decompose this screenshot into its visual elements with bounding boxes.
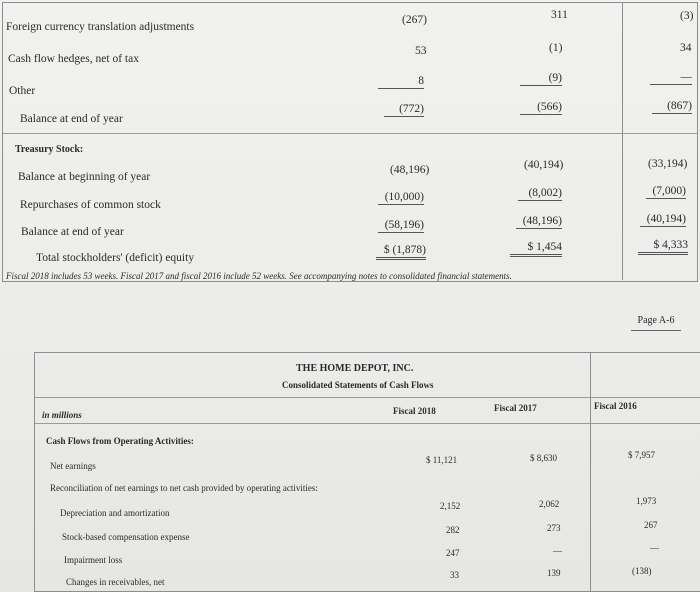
value-fy2018: 8 <box>378 74 424 89</box>
value-fy2018: 53 <box>415 45 427 57</box>
total-label: Total stockholders' (deficit) equity <box>36 252 195 264</box>
total-fy2016: $ 4,333 <box>638 238 688 255</box>
value-fy2017: 139 <box>547 568 561 578</box>
value-fy2016: — <box>650 543 659 553</box>
value-fy2017: (566) <box>520 100 562 115</box>
row-label: Impairment loss <box>64 555 123 565</box>
col-header-fy2017: Fiscal 2017 <box>494 403 537 413</box>
row-label: Depreciation and amortization <box>60 508 170 518</box>
treasury-stock-heading: Treasury Stock: <box>15 144 84 155</box>
value-fy2016: 1,973 <box>636 496 657 506</box>
value-fy2017: 311 <box>551 9 568 21</box>
value-fy2016: (40,194) <box>640 212 686 227</box>
value-fy2017: 273 <box>547 523 561 533</box>
value-fy2016: — <box>650 70 692 85</box>
value-fy2018: 33 <box>450 570 459 580</box>
value-fy2017: (8,002) <box>518 186 562 201</box>
value-fy2017: (40,194) <box>524 159 564 171</box>
value-fy2017: (1) <box>549 42 563 54</box>
value-fy2016: 267 <box>644 520 658 530</box>
value-fy2016: $ 7,957 <box>628 450 655 460</box>
row-label: Balance at beginning of year <box>18 171 151 183</box>
page-number: Page A-6 <box>631 312 681 331</box>
total-fy2018: $ (1,878) <box>376 243 426 260</box>
value-fy2017: (48,196) <box>516 214 562 229</box>
row-label: Other <box>9 85 36 97</box>
value-fy2016: 34 <box>680 42 692 54</box>
row-label: Net earnings <box>50 461 96 471</box>
col-header-fy2018: Fiscal 2018 <box>393 406 436 416</box>
footnote: Fiscal 2018 includes 53 weeks. Fiscal 2017 and fiscal 2016 include 52 weeks. See accompanying notes to consolidated financial statements. <box>6 271 512 281</box>
operating-activities-heading: Cash Flows from Operating Activities: <box>46 436 194 446</box>
header-divider <box>35 397 700 398</box>
value-fy2017: (9) <box>520 71 562 86</box>
value-fy2017: 2,062 <box>539 499 560 509</box>
column-divider <box>590 352 591 591</box>
row-label: Repurchases of common stock <box>20 199 161 211</box>
reconciliation-label: Reconciliation of net earnings to net cash provided by operating activities: <box>50 483 318 493</box>
header-divider <box>35 423 700 424</box>
value-fy2016: (867) <box>652 99 692 114</box>
statement-title: Consolidated Statements of Cash Flows <box>282 380 434 390</box>
value-fy2018: $ 11,121 <box>426 455 458 465</box>
value-fy2018: (58,196) <box>378 218 424 233</box>
value-fy2018: (48,196) <box>390 164 430 176</box>
row-label: Balance at end of year <box>20 113 123 125</box>
row-divider <box>3 133 697 134</box>
row-label: Changes in receivables, net <box>66 577 165 587</box>
value-fy2018: (10,000) <box>378 190 424 205</box>
value-fy2018: 247 <box>446 548 460 558</box>
col-header-fy2016: Fiscal 2016 <box>594 401 637 411</box>
value-fy2016: (138) <box>632 566 652 576</box>
value-fy2018: 2,152 <box>440 501 461 511</box>
column-divider <box>622 2 623 280</box>
row-label: Stock-based compensation expense <box>62 532 190 542</box>
row-label: Foreign currency translation adjustments <box>6 21 195 33</box>
company-name: THE HOME DEPOT, INC. <box>296 363 414 374</box>
value-fy2017: — <box>553 546 562 556</box>
units-label: in millions <box>42 410 82 420</box>
equity-statement-box <box>2 2 698 282</box>
value-fy2018: (772) <box>384 102 424 117</box>
value-fy2018: (267) <box>402 14 427 26</box>
value-fy2017: $ 8,630 <box>530 453 557 463</box>
value-fy2016: (3) <box>680 10 694 22</box>
value-fy2016: (7,000) <box>646 184 686 199</box>
value-fy2018: 282 <box>446 525 460 535</box>
row-label: Balance at end of year <box>21 226 124 238</box>
total-fy2017: $ 1,454 <box>510 240 562 257</box>
row-label: Cash flow hedges, net of tax <box>8 53 139 65</box>
value-fy2016: (33,194) <box>648 158 688 170</box>
